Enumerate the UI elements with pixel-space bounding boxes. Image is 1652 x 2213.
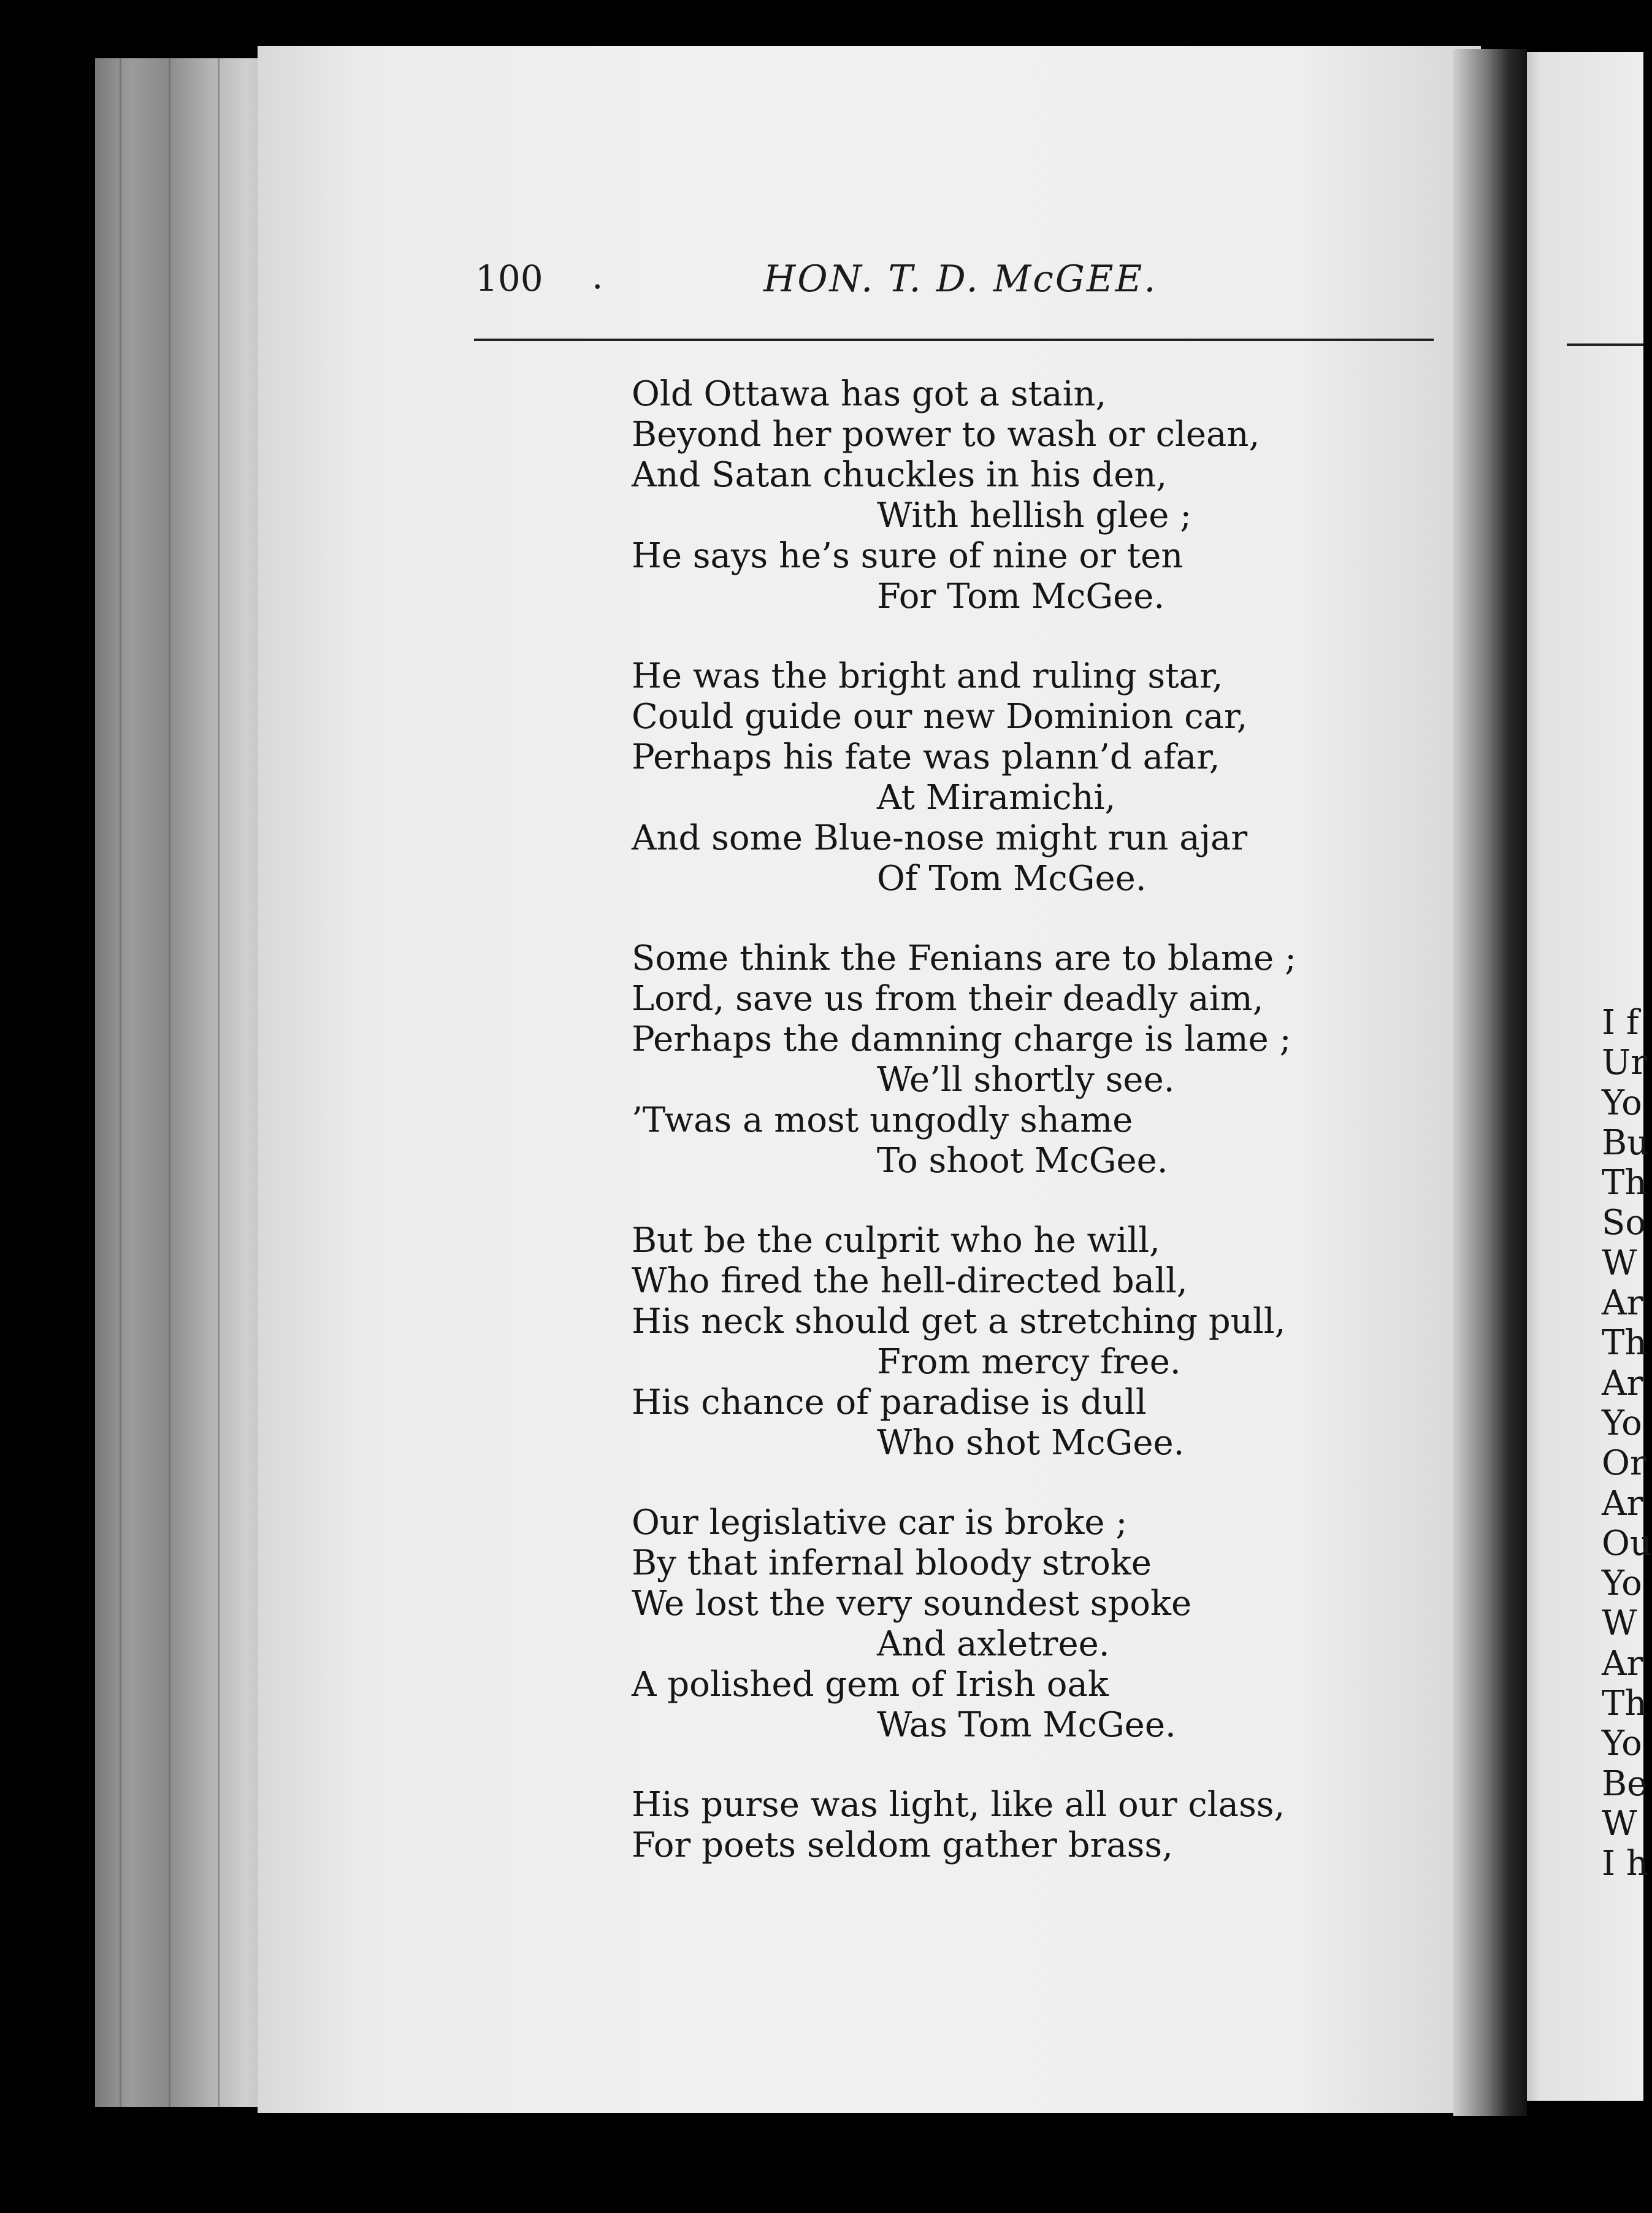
- poem-body: [632, 374, 1318, 1905]
- facing-line-fragment: Or: [1602, 1443, 1646, 1484]
- stanza: [632, 374, 1318, 617]
- poem-refrain-line: With hellish glee ;: [877, 496, 1192, 535]
- stanza: [632, 1221, 1318, 1463]
- poem-refrain-line: Was Tom McGee.: [877, 1705, 1176, 1745]
- facing-line-fragment: Ur: [1602, 1043, 1647, 1083]
- page-edge-line: [120, 58, 121, 2107]
- running-head: HON. T. D. McGEE.: [763, 258, 1158, 301]
- book-page-edges: [95, 58, 273, 2107]
- stanza: [632, 1785, 1318, 1866]
- poem-refrain-line: Of Tom McGee.: [877, 859, 1147, 899]
- poem-line: His chance of paradise is dull: [632, 1383, 1147, 1422]
- stanza: [632, 938, 1318, 1181]
- poem-line: Could guide our new Dominion car,: [632, 697, 1248, 737]
- facing-line-fragment: Yo: [1602, 1083, 1642, 1123]
- gutter-shadow: [1453, 49, 1527, 2116]
- poem-line: And some Blue-nose might run ajar: [632, 818, 1248, 858]
- poem-refrain-line: From mercy free.: [877, 1342, 1181, 1382]
- facing-line-fragment: W: [1602, 1603, 1637, 1644]
- poem-refrain-line: At Miramichi,: [877, 778, 1116, 818]
- page-number: 100: [475, 258, 543, 299]
- facing-line-fragment: Yo: [1602, 1403, 1642, 1443]
- facing-line-fragment: Be: [1602, 1763, 1648, 1804]
- facing-line-fragment: I f: [1602, 1003, 1639, 1043]
- header-separator: .: [592, 255, 603, 297]
- facing-line-fragment: Ar: [1602, 1483, 1643, 1524]
- poem-refrain-line: Who shot McGee.: [877, 1423, 1185, 1463]
- facing-line-fragment: Yo: [1602, 1724, 1642, 1764]
- facing-line-fragment: Th: [1602, 1323, 1647, 1363]
- poem-line: Old Ottawa has got a stain,: [632, 374, 1107, 414]
- facing-line-fragment: I h: [1602, 1844, 1648, 1884]
- poem-line: Some think the Fenians are to blame ;: [632, 938, 1296, 978]
- poem-line: His purse was light, like all our class,: [632, 1785, 1285, 1825]
- poem-line: By that infernal bloody stroke: [632, 1543, 1152, 1583]
- facing-line-fragment: Ar: [1602, 1643, 1643, 1684]
- poem-line: Beyond her power to wash or clean,: [632, 415, 1260, 454]
- page-edge-line: [218, 58, 220, 2107]
- poem-line: Who fired the hell-directed ball,: [632, 1261, 1188, 1301]
- facing-page-text: [1602, 1003, 1652, 1884]
- facing-line-fragment: Th: [1602, 1684, 1647, 1724]
- facing-line-fragment: Th: [1602, 1163, 1647, 1203]
- poem-line: Lord, save us from their deadly aim,: [632, 979, 1264, 1019]
- facing-line-fragment: W: [1602, 1803, 1637, 1844]
- facing-line-fragment: Ar: [1602, 1363, 1643, 1403]
- facing-line-fragment: Yo: [1602, 1563, 1642, 1604]
- poem-line: Perhaps the damning charge is lame ;: [632, 1019, 1291, 1059]
- facing-header-rule: [1567, 343, 1643, 346]
- poem-line: He was the bright and ruling star,: [632, 656, 1223, 696]
- page-header: [475, 255, 1432, 307]
- poem-line: Perhaps his fate was plann’d afar,: [632, 737, 1220, 777]
- facing-line-fragment: Ou: [1602, 1523, 1652, 1563]
- page-edge-line: [169, 58, 170, 2107]
- poem-line: And Satan chuckles in his den,: [632, 455, 1168, 495]
- facing-line-fragment: Ar: [1602, 1283, 1643, 1324]
- poem-line: ’Twas a most ungodly shame: [632, 1100, 1133, 1140]
- poem-line: A polished gem of Irish oak: [632, 1665, 1109, 1705]
- poem-refrain-line: To shoot McGee.: [877, 1141, 1168, 1181]
- poem-refrain-line: We’ll shortly see.: [877, 1060, 1175, 1100]
- poem-line: He says he’s sure of nine or ten: [632, 536, 1184, 576]
- stanza: [632, 1503, 1318, 1746]
- facing-line-fragment: Bu: [1602, 1122, 1650, 1163]
- poem-line: His neck should get a stretching pull,: [632, 1302, 1286, 1341]
- poem-refrain-line: And axletree.: [877, 1624, 1110, 1664]
- facing-line-fragment: So: [1602, 1203, 1646, 1243]
- poem-line: We lost the very soundest spoke: [632, 1584, 1192, 1624]
- poem-line: For poets seldom gather brass,: [632, 1825, 1173, 1865]
- poem-refrain-line: For Tom McGee.: [877, 577, 1165, 616]
- facing-line-fragment: W: [1602, 1243, 1637, 1283]
- header-rule: [474, 339, 1434, 341]
- poem-line: Our legislative car is broke ;: [632, 1503, 1128, 1543]
- stanza: [632, 656, 1318, 899]
- poem-line: But be the culprit who he will,: [632, 1221, 1160, 1260]
